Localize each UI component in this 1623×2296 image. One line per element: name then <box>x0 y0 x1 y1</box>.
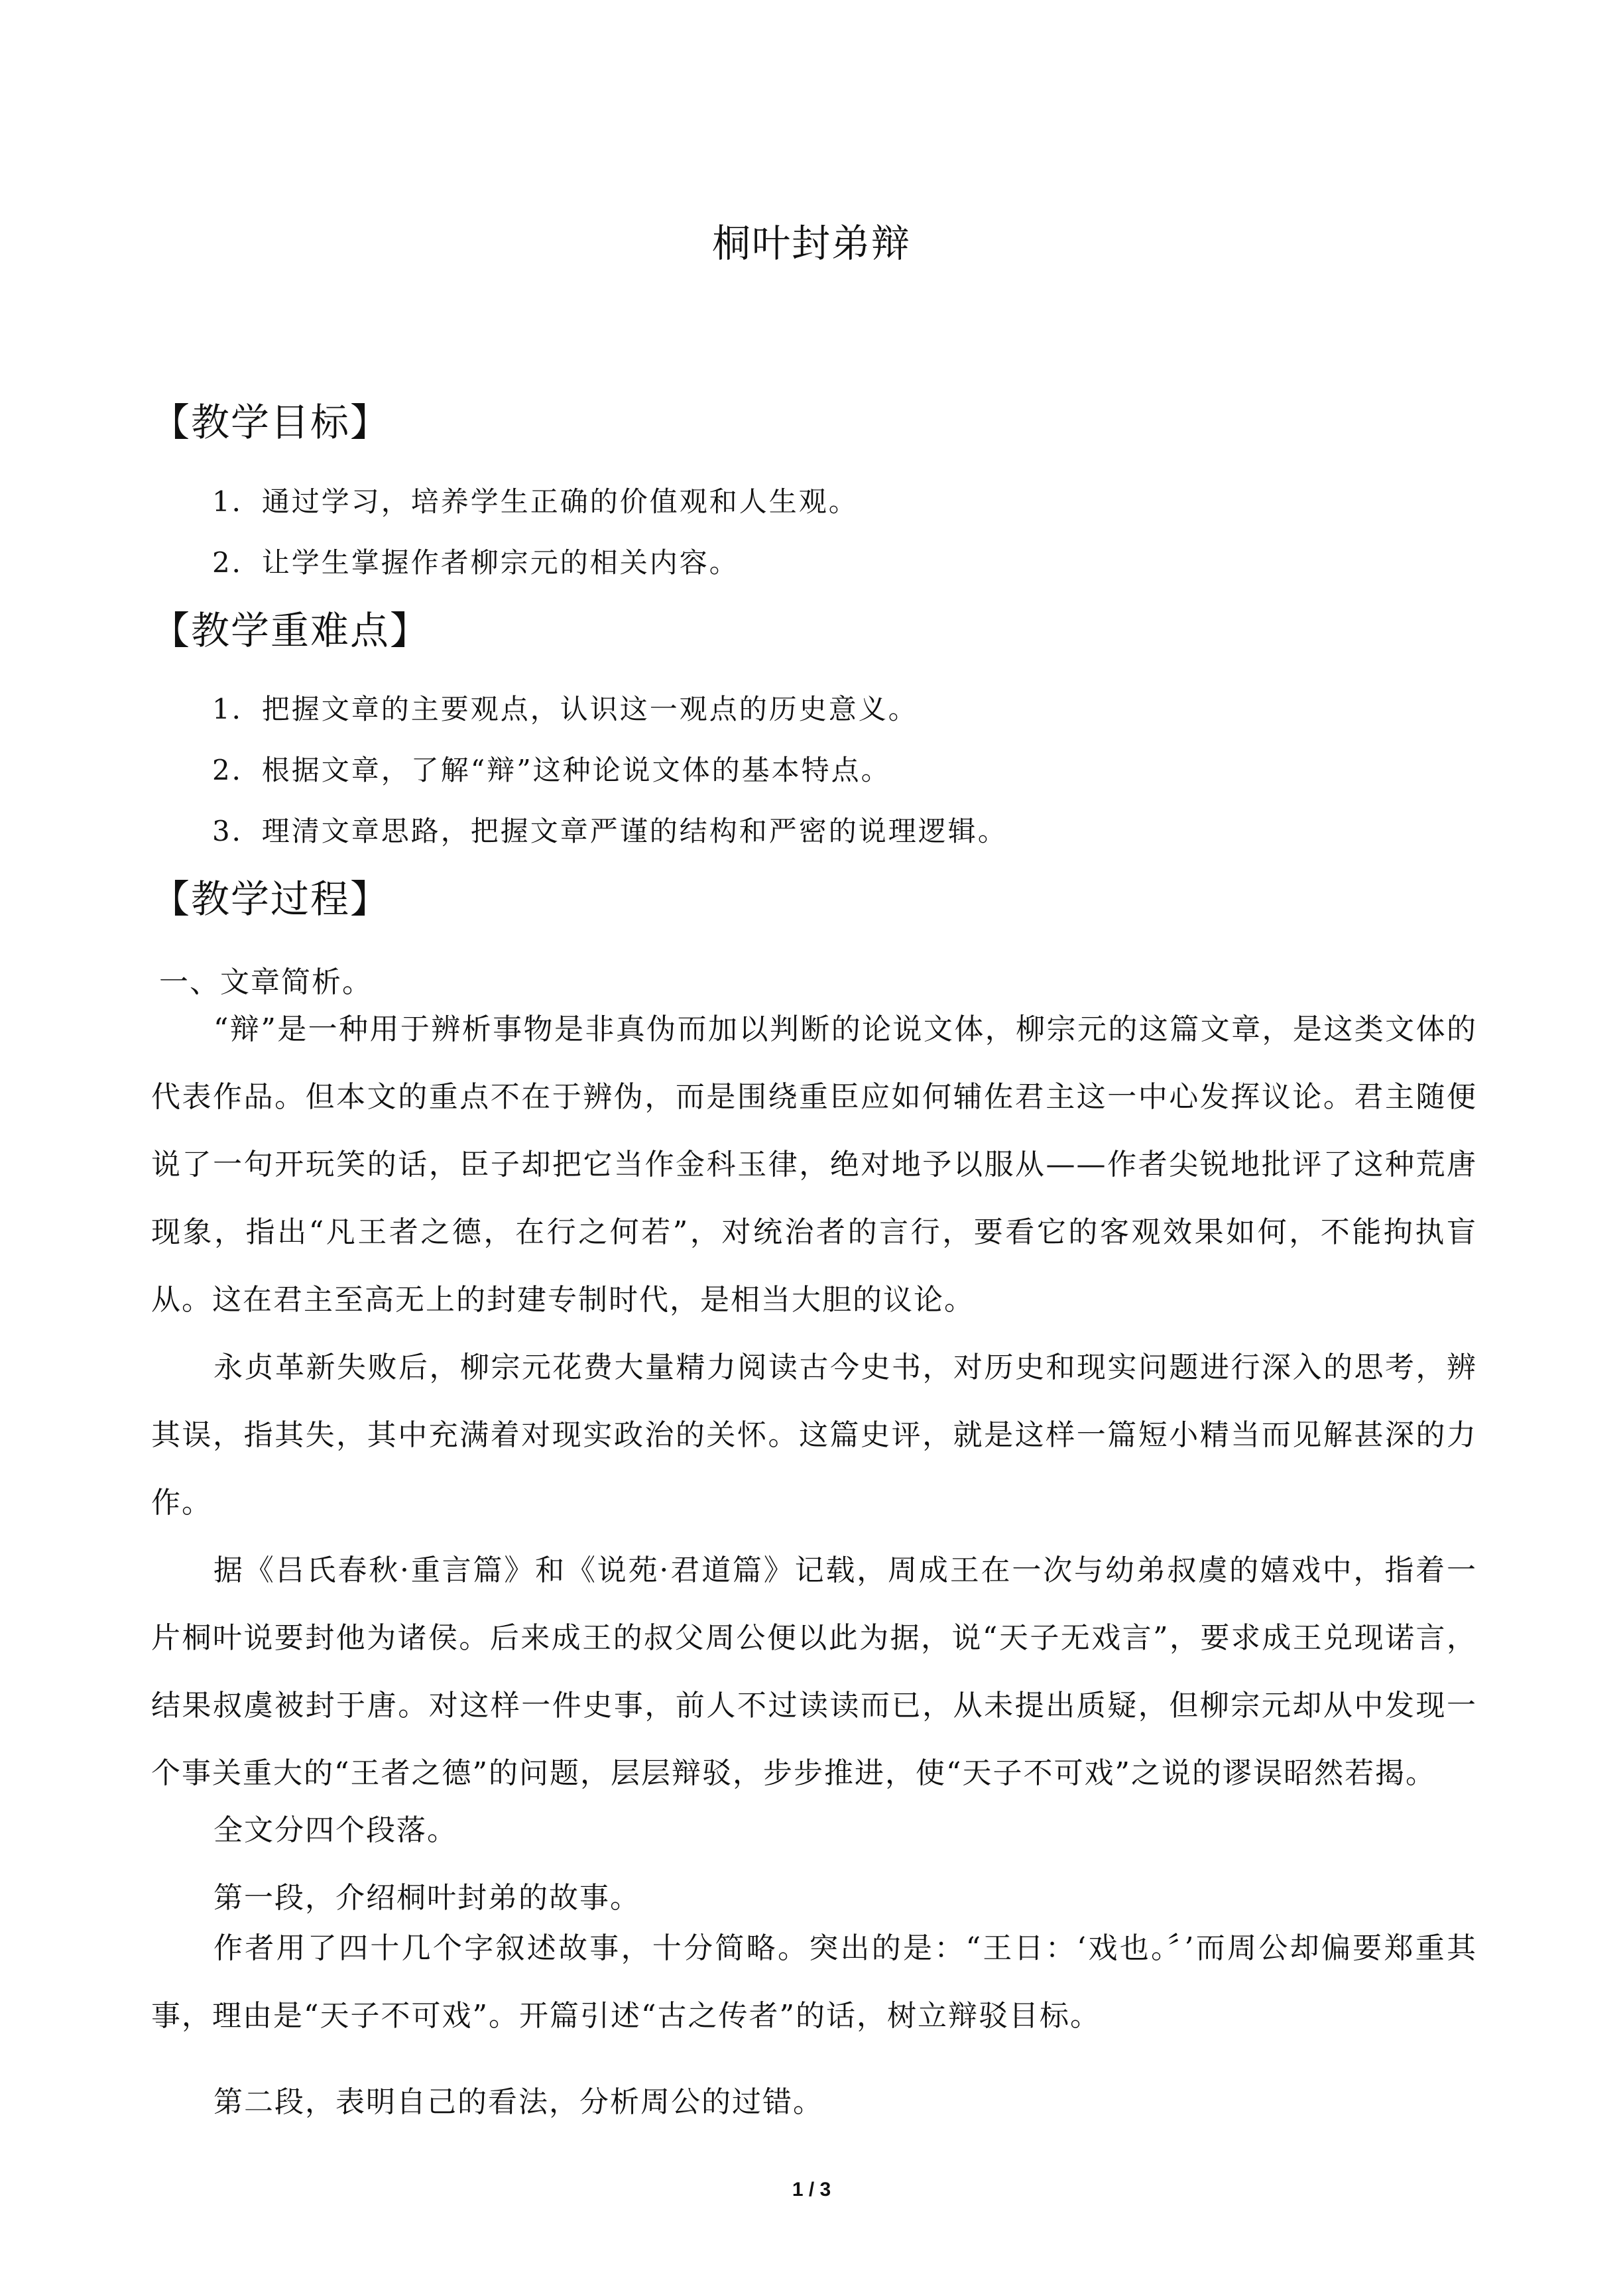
part1-text: 作者用了四十几个字叙述故事，十分简略。突出的是：“王日：‘戏也。〞’而周公却偏要郑重其事，理由是“天子不可戏”。开篇引述“古之传者”的话，树立辩驳目标。 <box>151 1931 1477 2033</box>
key-point-item-1: 1．把握文章的主要观点，认识这一观点的历史意义。 <box>212 693 918 725</box>
process-paragraphs <box>151 996 1477 1807</box>
document-title: 桐叶封弟辩 <box>711 221 911 266</box>
key-point-item-3: 3．理清文章思路，把握文章严谨的结构和严密的说理逻辑。 <box>212 815 1008 847</box>
section-heading-key-points: 【教学重难点】 <box>151 608 430 653</box>
paragraph-2: 永贞革新失败后，柳宗元花费大量精力阅读古今史书，对历史和现实问题进行深入的思考，辨其误，指其失，其中充满着对现实政治的关怀。这篇史评，就是这样一篇短小精当而见解甚深的力作。 <box>151 1351 1477 1520</box>
part2-heading: 第二段，表明自己的看法，分析周公的过错。 <box>213 2085 823 2119</box>
page-number: 1 / 3 <box>792 2179 831 2201</box>
part1-text-block <box>151 1915 1477 2050</box>
part1-heading: 第一段，介绍桐叶封弟的故事。 <box>213 1881 640 1915</box>
paragraph-3: 据《吕氏春秋·重言篇》和《说苑·君道篇》记载，周成王在一次与幼弟叔虞的嬉戏中，指着一片桐叶说要封他为诸侯。后来成王的叔父周公便以此为据，说“天子无戏言”，要求成王兑现诺言，结果叔虞被封于唐。对这样一件史事，前人不过读读而已，从未提出质疑，但柳宗元却从中发现一个事关重大的“王者之德”的问题，层层辩驳，步步推进，使“天子不可戏”之说的谬误昭然若揭。 <box>151 1553 1478 1790</box>
structure-note: 全文分四个段落。 <box>213 1813 457 1847</box>
section-heading-objectives: 【教学目标】 <box>151 400 391 445</box>
section-heading-process: 【教学过程】 <box>151 876 391 922</box>
objective-item-2: 2．让学生掌握作者柳宗元的相关内容。 <box>212 546 739 579</box>
key-point-item-2: 2．根据文章，了解“辩”这种论说文体的基本特点。 <box>212 754 891 786</box>
paragraph-1: “辩”是一种用于辨析事物是非真伪而加以判断的论说文体，柳宗元的这篇文章，是这类文体的代表作品。但本文的重点不在于辨伪，而是围绕重臣应如何辅佐君主这一中心发挥议论。君主随便说了一句开玩笑的话，臣子却把它当作金科玉律，绝对地予以服从——作者尖锐地批评了这种荒唐现象，指出“凡王者之德，在行之何若”，对统治者的言行，要看它的客观效果如何，不能拘执盲从。这在君主至高无上的封建专制时代，是相当大胆的议论。 <box>151 1012 1477 1317</box>
objective-item-1: 1．通过学习，培养学生正确的价值观和人生观。 <box>212 485 859 518</box>
process-subheading: 一、文章简析。 <box>159 965 373 999</box>
